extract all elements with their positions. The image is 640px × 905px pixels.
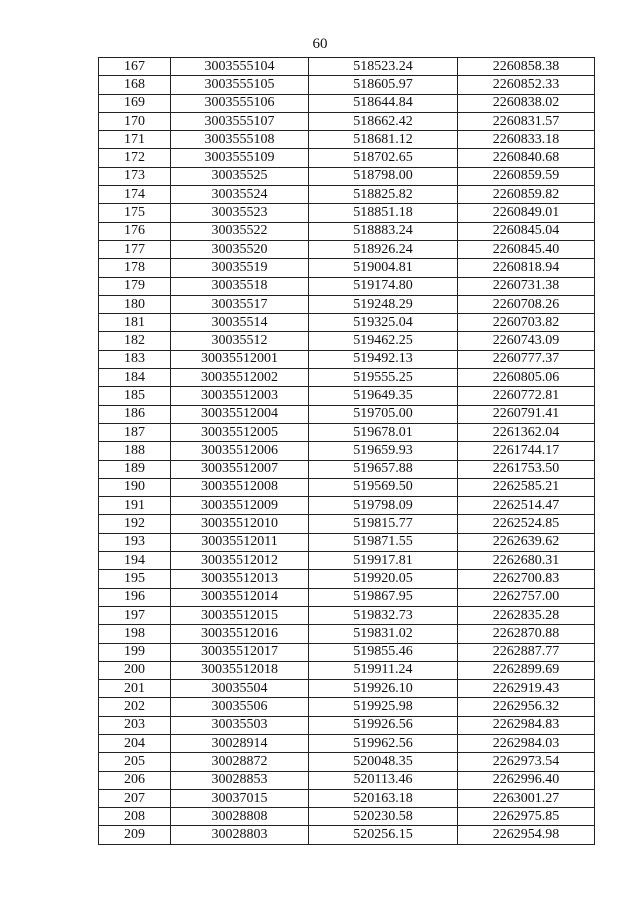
table-row bbox=[99, 314, 595, 332]
table-row bbox=[99, 186, 595, 204]
point-code-cell: 3003555104 bbox=[171, 58, 309, 76]
y-coordinate-cell: 2260845.40 bbox=[458, 240, 595, 258]
point-number-cell: 192 bbox=[99, 515, 171, 533]
table-row bbox=[99, 570, 595, 588]
point-number-cell: 194 bbox=[99, 552, 171, 570]
point-number-cell: 208 bbox=[99, 808, 171, 826]
table-row bbox=[99, 259, 595, 277]
x-coordinate-cell: 518798.00 bbox=[309, 167, 458, 185]
table-row bbox=[99, 76, 595, 94]
x-coordinate-cell: 519798.09 bbox=[309, 497, 458, 515]
point-number-cell: 171 bbox=[99, 131, 171, 149]
point-code-cell: 3003555108 bbox=[171, 131, 309, 149]
table-row bbox=[99, 808, 595, 826]
point-code-cell: 30035506 bbox=[171, 698, 309, 716]
table-row bbox=[99, 94, 595, 112]
y-coordinate-cell: 2260731.38 bbox=[458, 277, 595, 295]
table-row bbox=[99, 405, 595, 423]
point-number-cell: 190 bbox=[99, 478, 171, 496]
y-coordinate-cell: 2260858.38 bbox=[458, 58, 595, 76]
table-row bbox=[99, 240, 595, 258]
point-code-cell: 30035518 bbox=[171, 277, 309, 295]
point-code-cell: 30035512011 bbox=[171, 533, 309, 551]
point-code-cell: 30035512009 bbox=[171, 497, 309, 515]
table-row bbox=[99, 734, 595, 752]
table-row bbox=[99, 350, 595, 368]
y-coordinate-cell: 2260831.57 bbox=[458, 112, 595, 130]
table-row bbox=[99, 277, 595, 295]
y-coordinate-cell: 2260838.02 bbox=[458, 94, 595, 112]
y-coordinate-cell: 2262954.98 bbox=[458, 826, 595, 844]
point-number-cell: 179 bbox=[99, 277, 171, 295]
point-number-cell: 191 bbox=[99, 497, 171, 515]
x-coordinate-cell: 518681.12 bbox=[309, 131, 458, 149]
x-coordinate-cell: 519462.25 bbox=[309, 332, 458, 350]
y-coordinate-cell: 2260772.81 bbox=[458, 387, 595, 405]
table-row bbox=[99, 789, 595, 807]
point-number-cell: 197 bbox=[99, 606, 171, 624]
x-coordinate-cell: 518825.82 bbox=[309, 186, 458, 204]
x-coordinate-cell: 519174.80 bbox=[309, 277, 458, 295]
x-coordinate-cell: 518851.18 bbox=[309, 204, 458, 222]
x-coordinate-cell: 519815.77 bbox=[309, 515, 458, 533]
table-row bbox=[99, 771, 595, 789]
table-row bbox=[99, 478, 595, 496]
y-coordinate-cell: 2262956.32 bbox=[458, 698, 595, 716]
point-code-cell: 30035512014 bbox=[171, 588, 309, 606]
table-row bbox=[99, 369, 595, 387]
x-coordinate-cell: 519831.02 bbox=[309, 625, 458, 643]
point-code-cell: 30028914 bbox=[171, 734, 309, 752]
x-coordinate-cell: 519659.93 bbox=[309, 442, 458, 460]
table-row bbox=[99, 606, 595, 624]
table-row bbox=[99, 442, 595, 460]
point-number-cell: 180 bbox=[99, 295, 171, 313]
point-number-cell: 203 bbox=[99, 716, 171, 734]
table-row bbox=[99, 149, 595, 167]
y-coordinate-cell: 2262973.54 bbox=[458, 753, 595, 771]
point-code-cell: 30035517 bbox=[171, 295, 309, 313]
x-coordinate-cell: 519325.04 bbox=[309, 314, 458, 332]
point-number-cell: 201 bbox=[99, 680, 171, 698]
y-coordinate-cell: 2260845.04 bbox=[458, 222, 595, 240]
point-number-cell: 209 bbox=[99, 826, 171, 844]
point-number-cell: 199 bbox=[99, 643, 171, 661]
point-code-cell: 30035514 bbox=[171, 314, 309, 332]
x-coordinate-cell: 519920.05 bbox=[309, 570, 458, 588]
x-coordinate-cell: 519555.25 bbox=[309, 369, 458, 387]
table-row bbox=[99, 625, 595, 643]
y-coordinate-cell: 2262585.21 bbox=[458, 478, 595, 496]
point-code-cell: 30035512005 bbox=[171, 423, 309, 441]
x-coordinate-cell: 520230.58 bbox=[309, 808, 458, 826]
y-coordinate-cell: 2262757.00 bbox=[458, 588, 595, 606]
point-code-cell: 30035503 bbox=[171, 716, 309, 734]
point-code-cell: 30035512012 bbox=[171, 552, 309, 570]
point-number-cell: 176 bbox=[99, 222, 171, 240]
y-coordinate-cell: 2261744.17 bbox=[458, 442, 595, 460]
table-row bbox=[99, 497, 595, 515]
x-coordinate-cell: 518523.24 bbox=[309, 58, 458, 76]
table-row bbox=[99, 131, 595, 149]
y-coordinate-cell: 2260743.09 bbox=[458, 332, 595, 350]
point-number-cell: 181 bbox=[99, 314, 171, 332]
point-code-cell: 30035512017 bbox=[171, 643, 309, 661]
point-code-cell: 3003555109 bbox=[171, 149, 309, 167]
table-row bbox=[99, 332, 595, 350]
x-coordinate-cell: 519962.56 bbox=[309, 734, 458, 752]
table-row bbox=[99, 826, 595, 844]
table-row bbox=[99, 698, 595, 716]
y-coordinate-cell: 2260852.33 bbox=[458, 76, 595, 94]
coordinates-table bbox=[98, 57, 595, 845]
x-coordinate-cell: 520163.18 bbox=[309, 789, 458, 807]
point-code-cell: 30035512010 bbox=[171, 515, 309, 533]
point-number-cell: 172 bbox=[99, 149, 171, 167]
y-coordinate-cell: 2262835.28 bbox=[458, 606, 595, 624]
x-coordinate-cell: 518702.65 bbox=[309, 149, 458, 167]
table-row bbox=[99, 387, 595, 405]
point-number-cell: 184 bbox=[99, 369, 171, 387]
point-number-cell: 175 bbox=[99, 204, 171, 222]
table-row bbox=[99, 515, 595, 533]
point-code-cell: 30035512007 bbox=[171, 460, 309, 478]
table-row bbox=[99, 552, 595, 570]
y-coordinate-cell: 2260708.26 bbox=[458, 295, 595, 313]
x-coordinate-cell: 519855.46 bbox=[309, 643, 458, 661]
point-code-cell: 30035512002 bbox=[171, 369, 309, 387]
x-coordinate-cell: 520256.15 bbox=[309, 826, 458, 844]
y-coordinate-cell: 2262984.83 bbox=[458, 716, 595, 734]
point-code-cell: 30035512 bbox=[171, 332, 309, 350]
point-number-cell: 198 bbox=[99, 625, 171, 643]
point-code-cell: 30035523 bbox=[171, 204, 309, 222]
y-coordinate-cell: 2260805.06 bbox=[458, 369, 595, 387]
table-row bbox=[99, 167, 595, 185]
table-row bbox=[99, 753, 595, 771]
point-code-cell: 30035512006 bbox=[171, 442, 309, 460]
page-number: 60 bbox=[312, 36, 328, 52]
y-coordinate-cell: 2262975.85 bbox=[458, 808, 595, 826]
x-coordinate-cell: 519871.55 bbox=[309, 533, 458, 551]
x-coordinate-cell: 519657.88 bbox=[309, 460, 458, 478]
x-coordinate-cell: 519678.01 bbox=[309, 423, 458, 441]
point-number-cell: 207 bbox=[99, 789, 171, 807]
point-code-cell: 30035522 bbox=[171, 222, 309, 240]
point-number-cell: 174 bbox=[99, 186, 171, 204]
point-number-cell: 196 bbox=[99, 588, 171, 606]
point-number-cell: 183 bbox=[99, 350, 171, 368]
table-row bbox=[99, 204, 595, 222]
point-code-cell: 30035512001 bbox=[171, 350, 309, 368]
point-number-cell: 188 bbox=[99, 442, 171, 460]
point-number-cell: 168 bbox=[99, 76, 171, 94]
x-coordinate-cell: 519867.95 bbox=[309, 588, 458, 606]
table-row bbox=[99, 58, 595, 76]
point-code-cell: 30035512003 bbox=[171, 387, 309, 405]
x-coordinate-cell: 519004.81 bbox=[309, 259, 458, 277]
table-row bbox=[99, 460, 595, 478]
y-coordinate-cell: 2260840.68 bbox=[458, 149, 595, 167]
point-code-cell: 30035512015 bbox=[171, 606, 309, 624]
x-coordinate-cell: 519926.10 bbox=[309, 680, 458, 698]
x-coordinate-cell: 520048.35 bbox=[309, 753, 458, 771]
point-code-cell: 30035512016 bbox=[171, 625, 309, 643]
x-coordinate-cell: 518605.97 bbox=[309, 76, 458, 94]
point-number-cell: 204 bbox=[99, 734, 171, 752]
x-coordinate-cell: 518644.84 bbox=[309, 94, 458, 112]
y-coordinate-cell: 2262870.88 bbox=[458, 625, 595, 643]
x-coordinate-cell: 519569.50 bbox=[309, 478, 458, 496]
point-number-cell: 173 bbox=[99, 167, 171, 185]
point-code-cell: 30028808 bbox=[171, 808, 309, 826]
x-coordinate-cell: 519911.24 bbox=[309, 661, 458, 679]
y-coordinate-cell: 2262887.77 bbox=[458, 643, 595, 661]
y-coordinate-cell: 2260703.82 bbox=[458, 314, 595, 332]
point-code-cell: 30028853 bbox=[171, 771, 309, 789]
x-coordinate-cell: 518883.24 bbox=[309, 222, 458, 240]
point-code-cell: 30035525 bbox=[171, 167, 309, 185]
y-coordinate-cell: 2260818.94 bbox=[458, 259, 595, 277]
y-coordinate-cell: 2262919.43 bbox=[458, 680, 595, 698]
point-code-cell: 3003555106 bbox=[171, 94, 309, 112]
table-row bbox=[99, 661, 595, 679]
point-code-cell: 30035512008 bbox=[171, 478, 309, 496]
point-code-cell: 30035512018 bbox=[171, 661, 309, 679]
point-number-cell: 185 bbox=[99, 387, 171, 405]
point-code-cell: 30035519 bbox=[171, 259, 309, 277]
y-coordinate-cell: 2262899.69 bbox=[458, 661, 595, 679]
y-coordinate-cell: 2260833.18 bbox=[458, 131, 595, 149]
point-code-cell: 30037015 bbox=[171, 789, 309, 807]
point-number-cell: 195 bbox=[99, 570, 171, 588]
coordinates-table-body bbox=[99, 58, 595, 845]
y-coordinate-cell: 2260859.59 bbox=[458, 167, 595, 185]
y-coordinate-cell: 2260791.41 bbox=[458, 405, 595, 423]
point-code-cell: 30035524 bbox=[171, 186, 309, 204]
x-coordinate-cell: 519248.29 bbox=[309, 295, 458, 313]
point-number-cell: 193 bbox=[99, 533, 171, 551]
y-coordinate-cell: 2262700.83 bbox=[458, 570, 595, 588]
point-number-cell: 170 bbox=[99, 112, 171, 130]
table-row bbox=[99, 222, 595, 240]
y-coordinate-cell: 2262514.47 bbox=[458, 497, 595, 515]
y-coordinate-cell: 2260849.01 bbox=[458, 204, 595, 222]
point-code-cell: 30035512004 bbox=[171, 405, 309, 423]
x-coordinate-cell: 519492.13 bbox=[309, 350, 458, 368]
y-coordinate-cell: 2262680.31 bbox=[458, 552, 595, 570]
y-coordinate-cell: 2261362.04 bbox=[458, 423, 595, 441]
point-number-cell: 187 bbox=[99, 423, 171, 441]
x-coordinate-cell: 518926.24 bbox=[309, 240, 458, 258]
point-code-cell: 3003555105 bbox=[171, 76, 309, 94]
point-number-cell: 189 bbox=[99, 460, 171, 478]
y-coordinate-cell: 2262984.03 bbox=[458, 734, 595, 752]
table-row bbox=[99, 680, 595, 698]
point-number-cell: 202 bbox=[99, 698, 171, 716]
x-coordinate-cell: 520113.46 bbox=[309, 771, 458, 789]
point-code-cell: 30035512013 bbox=[171, 570, 309, 588]
table-row bbox=[99, 112, 595, 130]
x-coordinate-cell: 519649.35 bbox=[309, 387, 458, 405]
point-code-cell: 30035504 bbox=[171, 680, 309, 698]
table-row bbox=[99, 643, 595, 661]
y-coordinate-cell: 2260859.82 bbox=[458, 186, 595, 204]
point-code-cell: 30028803 bbox=[171, 826, 309, 844]
x-coordinate-cell: 519925.98 bbox=[309, 698, 458, 716]
point-number-cell: 206 bbox=[99, 771, 171, 789]
y-coordinate-cell: 2262639.62 bbox=[458, 533, 595, 551]
point-number-cell: 178 bbox=[99, 259, 171, 277]
table-row bbox=[99, 423, 595, 441]
x-coordinate-cell: 519926.56 bbox=[309, 716, 458, 734]
point-number-cell: 200 bbox=[99, 661, 171, 679]
y-coordinate-cell: 2262996.40 bbox=[458, 771, 595, 789]
y-coordinate-cell: 2262524.85 bbox=[458, 515, 595, 533]
point-code-cell: 30028872 bbox=[171, 753, 309, 771]
y-coordinate-cell: 2263001.27 bbox=[458, 789, 595, 807]
point-number-cell: 205 bbox=[99, 753, 171, 771]
table-row bbox=[99, 533, 595, 551]
table-row bbox=[99, 716, 595, 734]
x-coordinate-cell: 519917.81 bbox=[309, 552, 458, 570]
point-number-cell: 167 bbox=[99, 58, 171, 76]
x-coordinate-cell: 519705.00 bbox=[309, 405, 458, 423]
x-coordinate-cell: 519832.73 bbox=[309, 606, 458, 624]
y-coordinate-cell: 2261753.50 bbox=[458, 460, 595, 478]
y-coordinate-cell: 2260777.37 bbox=[458, 350, 595, 368]
point-number-cell: 186 bbox=[99, 405, 171, 423]
table-row bbox=[99, 295, 595, 313]
point-code-cell: 3003555107 bbox=[171, 112, 309, 130]
table-row bbox=[99, 588, 595, 606]
point-number-cell: 177 bbox=[99, 240, 171, 258]
point-number-cell: 182 bbox=[99, 332, 171, 350]
x-coordinate-cell: 518662.42 bbox=[309, 112, 458, 130]
point-number-cell: 169 bbox=[99, 94, 171, 112]
point-code-cell: 30035520 bbox=[171, 240, 309, 258]
